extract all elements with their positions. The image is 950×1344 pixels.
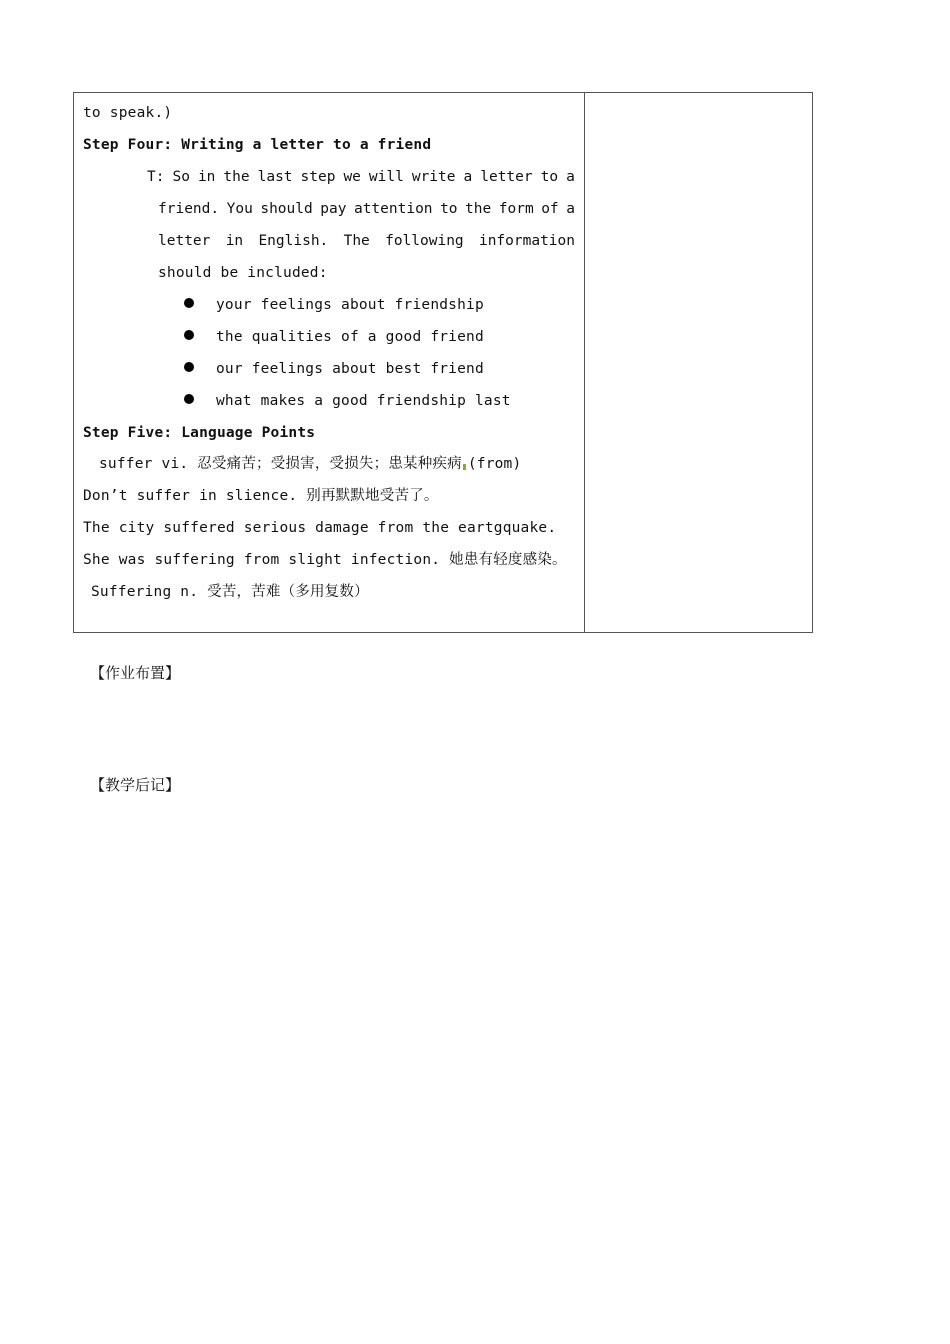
word: friend. — [158, 201, 220, 217]
word: a — [566, 169, 575, 185]
word: last — [257, 169, 293, 185]
continued-text: to speak.) — [83, 105, 173, 121]
example-sentence: The city suffered serious damage from the eartgquake. — [83, 520, 557, 536]
word: information — [478, 233, 575, 249]
word: letter — [480, 169, 533, 185]
word: will — [368, 169, 404, 185]
word: to — [540, 169, 559, 185]
word: You — [226, 201, 253, 217]
bullet-dot-icon — [184, 394, 194, 404]
procedure-cell — [74, 93, 585, 632]
word: a — [463, 169, 473, 185]
step-four-line-3 — [158, 231, 575, 251]
word: a — [566, 201, 575, 217]
step-four-line-1 — [147, 167, 575, 187]
lesson-plan-table — [73, 92, 813, 633]
step-four-line-2 — [158, 199, 575, 219]
word: the — [465, 201, 492, 217]
word: So — [172, 169, 190, 185]
word: T: — [147, 169, 165, 185]
word: the — [223, 169, 250, 185]
vocab-usage: (from) — [467, 456, 522, 472]
example-sentence: Don’t suffer in slience. 别再默默地受苦了。 — [83, 488, 439, 504]
word: in — [197, 169, 216, 185]
word: of — [541, 201, 559, 217]
word: to — [440, 201, 458, 217]
vocab-entry-suffer — [99, 454, 521, 474]
cursor-mark — [463, 464, 466, 470]
word: pay — [320, 201, 347, 217]
word: attention — [353, 201, 433, 217]
bullet-item: your feelings about friendship — [216, 297, 484, 313]
word: step — [300, 169, 336, 185]
bullet-item: the qualities of a good friend — [216, 329, 484, 345]
noun-entry-suffering: Suffering n. 受苦，苦难（多用复数） — [91, 584, 369, 600]
step-five-heading: Step Five: Language Points — [83, 425, 316, 441]
word: should — [260, 201, 313, 217]
word: English. — [258, 233, 329, 249]
word: we — [343, 169, 361, 185]
word: write — [411, 169, 456, 185]
word: following — [385, 233, 464, 249]
word: The — [343, 233, 370, 249]
word: in — [225, 233, 244, 249]
notes-cell — [585, 93, 812, 632]
homework-heading: 【作业布置】 — [90, 664, 181, 682]
word: form — [498, 201, 534, 217]
bullet-dot-icon — [184, 298, 194, 308]
bullet-item: our feelings about best friend — [216, 361, 484, 377]
word: letter — [158, 233, 211, 249]
bullet-dot-icon — [184, 362, 194, 372]
bullet-dot-icon — [184, 330, 194, 340]
example-sentence: She was suffering from slight infection. 她患有轻度感染。 — [83, 552, 567, 568]
step-four-line-4: should be included: — [158, 265, 328, 281]
vocab-definition: suffer vi. 忍受痛苦；受损害，受损失；患某种疾病 — [99, 456, 462, 472]
step-four-heading: Step Four: Writing a letter to a friend — [83, 137, 432, 153]
bullet-item: what makes a good friendship last — [216, 393, 511, 409]
reflection-heading: 【教学后记】 — [90, 776, 181, 794]
